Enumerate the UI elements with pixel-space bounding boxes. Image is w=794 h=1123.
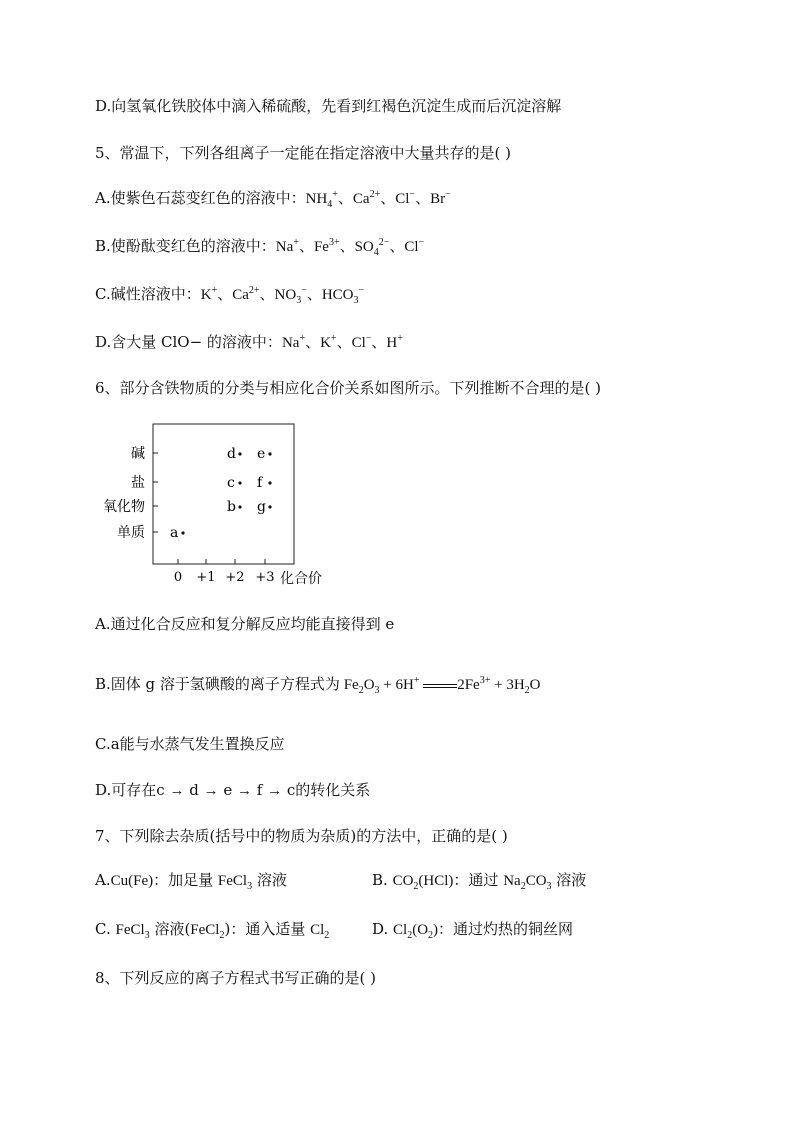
q6-stem: 6、部分含铁物质的分类与相应化合价关系如图所示。下列推断不合理的是( ) (95, 379, 602, 397)
x-tick-label: +3 (255, 570, 275, 585)
y-category-label: 单质 (117, 525, 145, 541)
q5-option-c-label: C.碱性溶液中： (95, 285, 201, 303)
q6-option-a: A.通过化合反应和复分解反应均能直接得到 e (95, 615, 395, 633)
q6-option-b-label: B.固体 g 溶于氢碘酸的离子方程式为 (95, 675, 340, 693)
q5-option-a-ions: $NH_4^+$、$Ca^{2+}$、Cl−、Br− (305, 189, 451, 210)
point-marker-e (268, 452, 271, 455)
q5-option-b (95, 236, 424, 257)
q5-option-d-label: D.含大量 ClO− 的溶液中： (95, 333, 282, 351)
y-category-label: 碱 (131, 446, 145, 462)
q7-option-c: C. FeCl$_3$ 溶液(FeCl$_2$)：通入适量 $Cl_2$ (95, 920, 330, 941)
point-marker-d (238, 452, 241, 455)
point-marker-g (268, 505, 271, 508)
x-tick-label: 0 (173, 570, 183, 585)
q6-option-b (95, 674, 541, 695)
x-tick-label: +1 (196, 570, 216, 585)
q5-option-a (95, 188, 451, 209)
q7-option-b: B. $CO_2(HCl)$：通过 $Na_2CO_3$ 溶液 (372, 871, 587, 892)
q5-option-b-ions: Na+、$Fe^{3+}$、$SO_4^{2-}$、Cl− (275, 237, 425, 258)
point-a: a (170, 525, 179, 541)
point-marker-c (238, 481, 241, 484)
x-axis-label: 化合价 (280, 571, 322, 587)
q5-stem: 5、常温下，下列各组离子一定能在指定溶液中大量共存的是( ) (95, 144, 512, 162)
q5-option-c (95, 284, 364, 305)
q4-option-d: D.向氢氧化铁胶体中滴入稀硫酸，先看到红褐色沉淀生成而后沉淀溶解 (95, 97, 562, 115)
q6-option-c: C.a能与水蒸气发生置换反应 (95, 735, 285, 753)
q5-option-d (95, 332, 403, 353)
q7-stem: 7、下列除去杂质(括号中的物质为杂质)的方法中，正确的是( ) (95, 827, 508, 845)
point-e: e (257, 446, 266, 462)
point-g: g (257, 499, 266, 515)
point-marker-b (238, 505, 241, 508)
y-category-label: 盐 (131, 475, 145, 491)
q7-option-a: A.Cu(Fe)：加足量 FeCl$_3$ 溶液 (95, 871, 287, 892)
q5-option-c-ions: K+、$Ca^{2+}$、$NO_3^-$、$HCO_3^-$ (200, 285, 365, 306)
y-category-label: 氧化物 (103, 499, 145, 515)
point-c: c (227, 475, 235, 491)
q8-stem: 8、下列反应的离子方程式书写正确的是( ) (95, 969, 377, 987)
q7-option-d: D. $Cl_2(O_2)$：通过灼热的铜丝网 (372, 920, 574, 941)
point-d: d (227, 446, 236, 462)
x-tick-label: +2 (225, 570, 245, 585)
q5-option-b-label: B.使酚酞变红色的溶液中： (95, 237, 276, 255)
point-b: b (227, 499, 236, 515)
q5-option-d-ions: Na+、K+、Cl−、H+ (281, 333, 403, 351)
point-f: f (257, 475, 263, 491)
point-marker-a (181, 531, 184, 534)
valence-category-chart (90, 415, 340, 595)
q6-option-d: D.可存在c → d → e → f → c的转化关系 (95, 781, 371, 799)
q5-option-a-label: A.使紫色石蕊变红色的溶液中： (95, 189, 306, 207)
chart-frame (153, 424, 294, 564)
point-marker-f (268, 481, 271, 484)
q6-option-b-equation: $Fe_2O_3 + 6H^+$ $2Fe^{3+} + 3H_2O$ (339, 675, 541, 696)
